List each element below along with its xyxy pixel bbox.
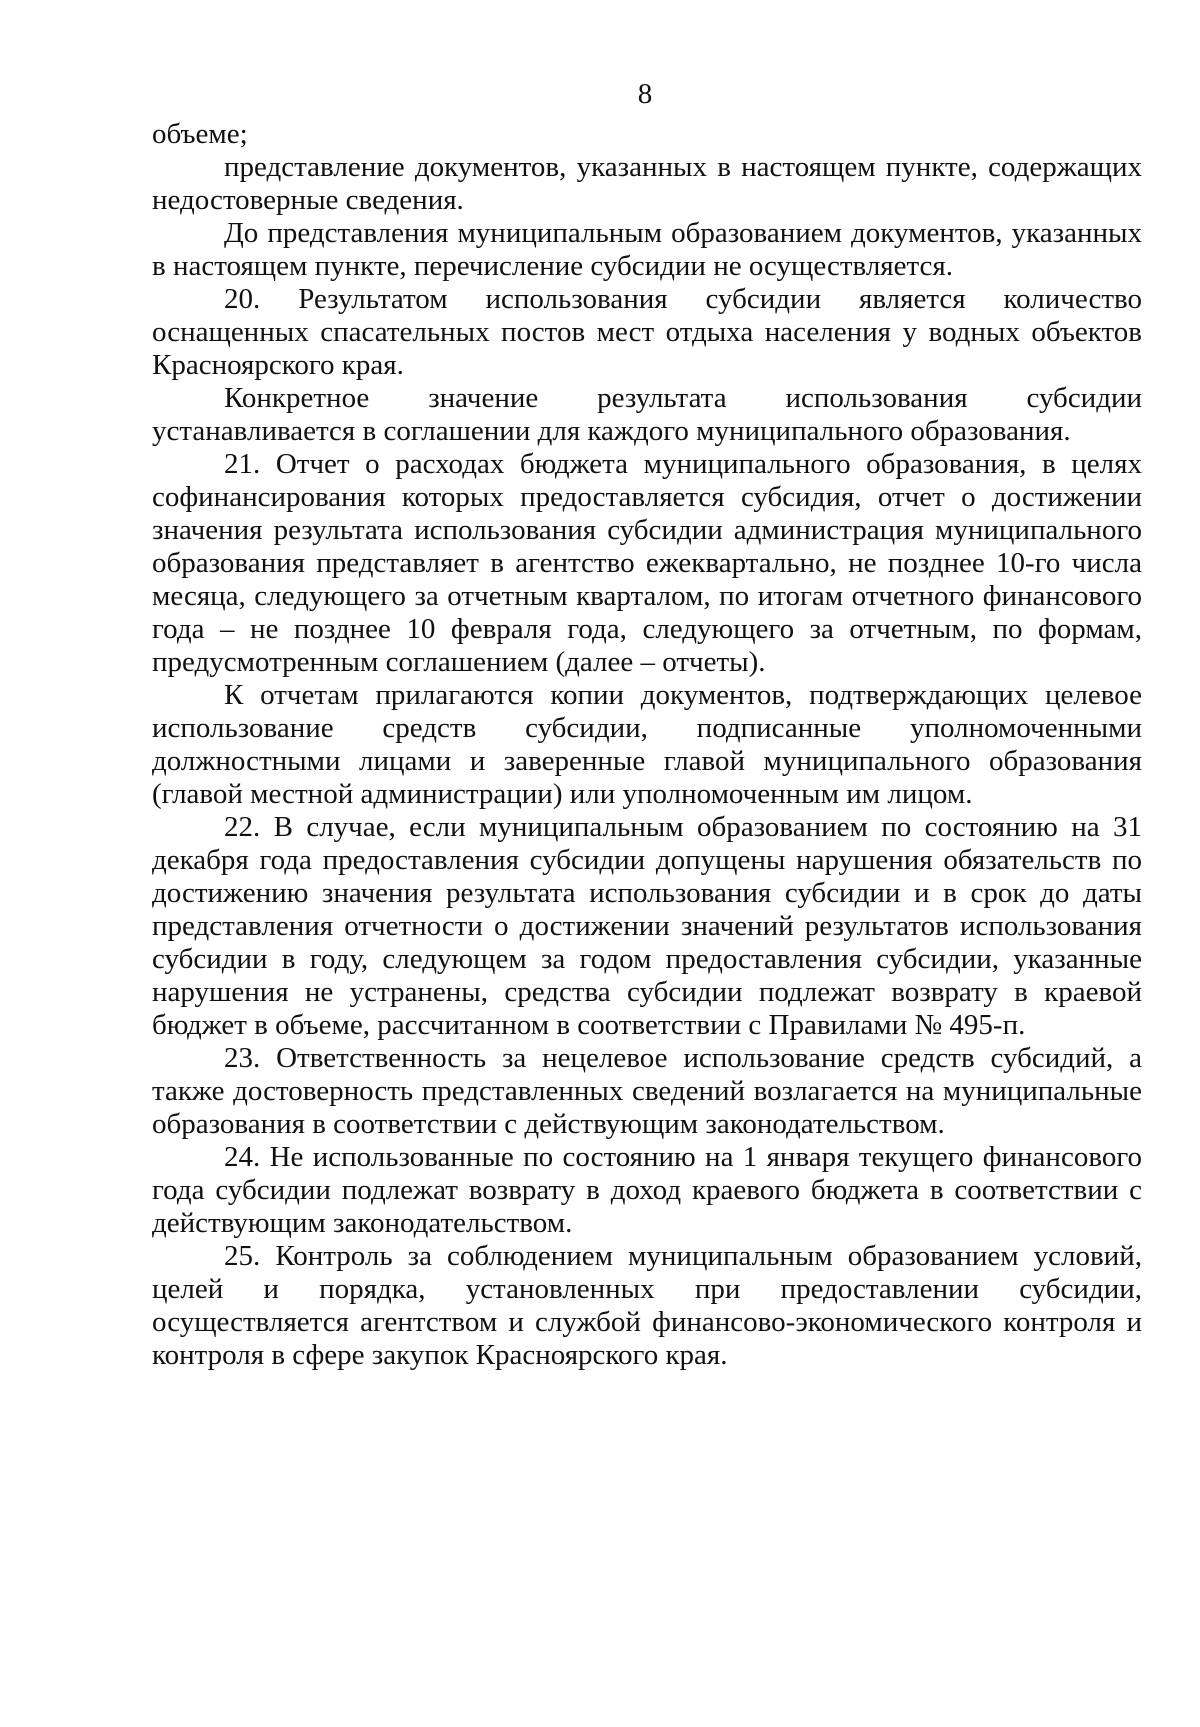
paragraph-item-23: 23. Ответственность за нецелевое использование средств субсидий, а также достоверность представленных сведений возлагается на муниципальные образования в соответствии с действующим законодательством. xyxy=(152,1042,1142,1140)
page-number: 8 xyxy=(637,78,653,110)
paragraph-false-information: представление документов, указанных в настоящем пункте, содержащих недостоверные сведения. xyxy=(152,151,1142,216)
paragraph-continuation: объеме; xyxy=(152,118,248,150)
paragraph-item-20: 20. Результатом использования субсидии является количество оснащенных спасательных постов мест отдыха населения у водных объектов Красноярского края. xyxy=(152,283,1142,381)
paragraph-specific-value: Конкретное значение результата использования субсидии устанавливается в соглашении для каждого муниципального образования. xyxy=(152,382,1142,447)
paragraph-transfer-condition: До представления муниципальным образованием документов, указанных в настоящем пункте, перечисление субсидии не осуществляется. xyxy=(152,217,1142,282)
paragraph-item-21: 21. Отчет о расходах бюджета муниципального образования, в целях софинансирования которых предоставляется субсидия, отчет о достижении значения результата использования субсидии администрация муниципального образования представляет в агентство ежеквартально, не позднее 10-го числа месяца, следующего за отчетным кварталом, по итогам отчетного финансового года – не позднее 10 февраля года, следующего за отчетным, по формам, предусмотренным соглашением (далее – отчеты). xyxy=(152,448,1142,678)
document-body xyxy=(152,118,1142,1372)
paragraph-item-24: 24. Не использованные по состоянию на 1 января текущего финансового года субсидии подлежат возврату в доход краевого бюджета в соответствии с действующим законодательством. xyxy=(152,1141,1142,1239)
paragraph-item-22: 22. В случае, если муниципальным образованием по состоянию на 31 декабря года предоставления субсидии допущены нарушения обязательств по достижению значения результата использования субсидии и в срок до даты представления отчетности о достижении значений результатов использования субсидии в году, следующем за годом предоставления субсидии, указанные нарушения не устранены, средства субсидии подлежат возврату в краевой бюджет в объеме, рассчитанном в соответствии с Правилами № 495-п. xyxy=(152,811,1142,1041)
paragraph-report-attachments: К отчетам прилагаются копии документов, подтверждающих целевое использование средств субсидии, подписанные уполномоченными должностными лицами и заверенные главой муниципального образования (главой местной администрации) или уполномоченным им лицом. xyxy=(152,679,1142,810)
paragraph-item-25: 25. Контроль за соблюдением муниципальным образованием условий, целей и порядка, установленных при предоставлении субсидии, осуществляется агентством и службой финансово-экономического контроля и контроля в сфере закупок Красноярского края. xyxy=(152,1240,1142,1371)
